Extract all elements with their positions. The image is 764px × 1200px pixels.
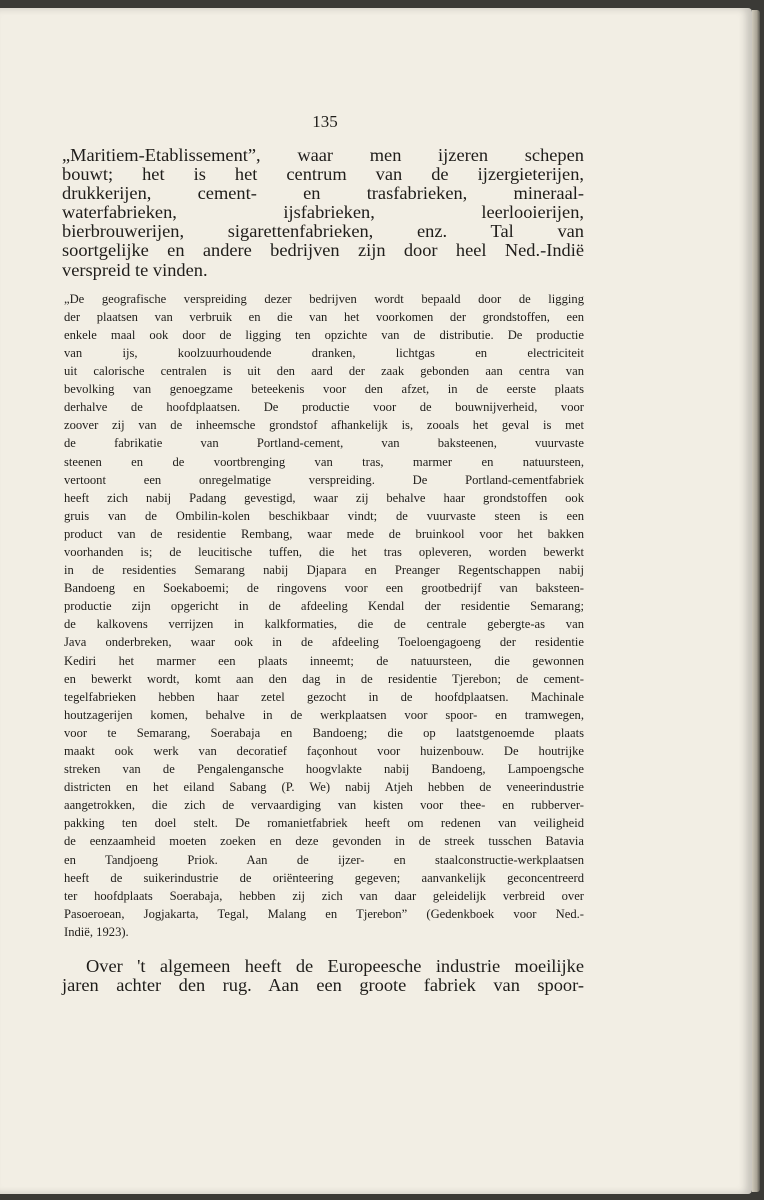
text-line: Indië, 1923). (64, 924, 129, 939)
page-edge (752, 10, 760, 1192)
quotation-block (62, 290, 584, 941)
text-line: product van de residentie Rembang, waar mede de bruinkool voor het bakken (64, 526, 584, 541)
text-line: derhalve de hoofdplaatsen. De productie voor de bouwnijverheid, voor (64, 400, 584, 415)
text-line: voor te Semarang, Soerabaja en Bandoeng; die op laatstgenoemde plaats (64, 725, 584, 740)
text-line: streken van de Pengalengansche hoogvlakte nabij Bandoeng, Lampoengsche (64, 762, 584, 777)
text-line: der plaatsen van verbruik en die van het voorkomen der grondstoffen, een (64, 309, 584, 324)
text-line: heeft zich nabij Padang gevestigd, waar zij behalve haar grondstoffen ook (64, 490, 584, 505)
text-line: drukkerijen, cement- en trasfabrieken, mineraal- (62, 183, 584, 204)
text-line: aangetrokken, die zich de vervaardiging van kisten voor thee- en rubberver- (64, 798, 584, 813)
text-line: uit calorische centralen is uit den aard der zaak gebonden aan centra van (64, 364, 584, 379)
text-line: Over 't algemeen heeft de Europeesche industrie moeilijke (86, 956, 584, 977)
text-line: „Maritiem-Etablissement”, waar men ijzeren schepen (62, 145, 584, 165)
text-line: districten en het eiland Sabang (P. We) nabij Atjeh hebben de veneerindustrie (64, 780, 584, 795)
text-line: bouwt; het is het centrum van de ijzergieterijen, (62, 164, 584, 185)
text-line: en Tandjoeng Priok. Aan de ijzer- en staalconstructie-werkplaatsen (64, 852, 584, 867)
text-line: de fabrikatie van Portland-cement, van baksteenen, vuurvaste (64, 436, 584, 451)
text-line: van ijs, koolzuurhoudende dranken, lichtgas en electriciteit (64, 345, 584, 360)
text-line: Java onderbreken, waar ook in de afdeeling Toeloengagoeng der residentie (64, 635, 584, 650)
page-content (62, 112, 584, 995)
page-number: 135 (312, 112, 338, 131)
text-line: productie zijn opgericht in de afdeeling Kendal der residentie Semarang; (64, 599, 584, 614)
text-line: de eenzaamheid moeten zoeken en deze gevonden in de streek tusschen Batavia (64, 834, 584, 849)
text-line: Kediri het marmer een plaats inneemt; de natuursteen, die gewonnen (64, 653, 584, 668)
text-line: pakking ten doel stelt. De romanietfabriek heeft om redenen van veiligheid (64, 816, 584, 831)
text-line: houtzagerijen komen, behalve in de werkplaatsen voor spoor- en tramwegen, (64, 707, 584, 722)
text-line: de kalkovens verrijzen in kalkformaties, die de centrale gebergte-as van (64, 617, 584, 632)
text-line: en bewerkt wordt, komt aan den dag in de residentie Tjerebon; de cement- (64, 671, 584, 686)
text-line: bierbrouwerijen, sigarettenfabrieken, enz. Tal van (62, 221, 584, 242)
text-line: verspreid te vinden. (62, 259, 208, 280)
text-line: jaren achter den rug. Aan een groote fabriek van spoor- (62, 975, 584, 996)
text-line: ter hoofdplaats Soerabaja, hebben zij zich van daar geleidelijk verbreid over (64, 888, 584, 903)
paragraph-intro (62, 146, 584, 280)
text-line: enkele maal ook door de ligging ten opzichte van de distributie. De productie (64, 327, 584, 342)
text-line: in de residenties Semarang nabij Djapara en Preanger Regentschappen nabij (64, 563, 584, 578)
text-line: heeft de suikerindustrie de oriënteering gegeven; aanvankelijk geconcentreerd (64, 870, 584, 885)
text-line: waterfabrieken, ijsfabrieken, leerlooierijen, (62, 202, 584, 223)
text-line: Pasoeroean, Jogjakarta, Tegal, Malang en Tjerebon” (Gedenkboek voor Ned.- (64, 906, 584, 921)
text-line: Bandoeng en Soekaboemi; de ringovens voor een grootbedrijf van baksteen- (64, 581, 584, 596)
text-line: voorhanden is; de leucitische tuffen, die het tras opleveren, worden bewerkt (64, 544, 584, 559)
text-line: bevolking van genoegzame beteekenis voor den afzet, in de eerste plaats (64, 382, 584, 397)
text-line: „De geografische verspreiding dezer bedrijven wordt bepaald door de ligging (64, 291, 584, 306)
text-line: vertoont een onregelmatige verspreiding. De Portland-cementfabriek (64, 472, 584, 487)
paragraph-closing (62, 957, 584, 995)
text-line: soortgelijke en andere bedrijven zijn door heel Ned.-Indië (62, 240, 584, 261)
text-line: maakt ook werk van decoratief façonhout voor huizenbouw. De houtrijke (64, 744, 584, 758)
text-line: steenen en de voortbrenging van tras, marmer en natuursteen, (64, 454, 584, 469)
text-line: gruis van de Ombilin-kolen beschikbaar vindt; de vuurvaste steen is een (64, 508, 584, 523)
text-line: zoover zij van de inheemsche grondstof afhankelijk is, zooals het geval is met (64, 418, 584, 433)
text-line: tegelfabrieken hebben haar zetel gezocht in de hoofdplaatsen. Machinale (64, 689, 584, 704)
